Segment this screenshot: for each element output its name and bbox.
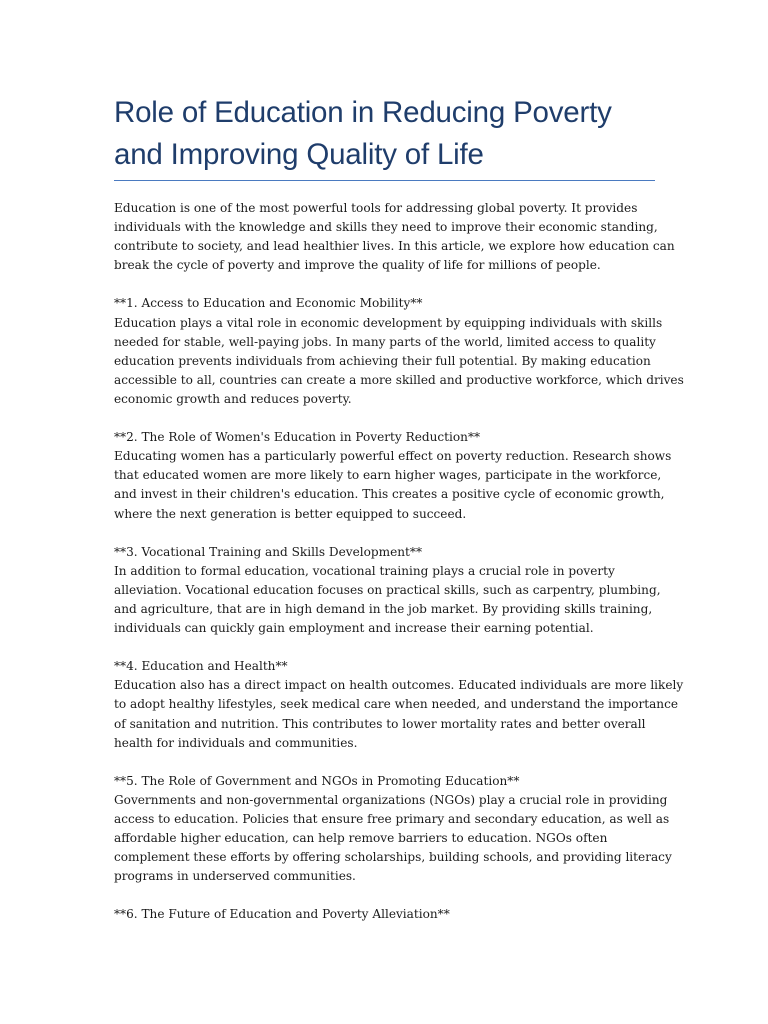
section-1 <box>114 294 684 409</box>
text-line: break the cycle of poverty and improve the quality of life for millions of people. <box>114 258 601 273</box>
section-3 <box>114 543 659 638</box>
text-line: alleviation. Vocational education focuses on practical skills, such as carpentry, plumbing, <box>114 582 661 597</box>
document-title <box>114 92 656 176</box>
section-heading: **6. The Future of Education and Poverty Alleviation** <box>114 907 450 922</box>
document-body <box>114 199 684 944</box>
text-line: to adopt healthy lifestyles, seek medical care when needed, and understand the importance <box>114 697 679 712</box>
section-2 <box>114 428 672 523</box>
text-line: complement these efforts by offering scholarships, building schools, and providing literacy <box>114 850 672 865</box>
text-line: Education also has a direct impact on health outcomes. Educated individuals are more likely <box>114 678 684 693</box>
section-5 <box>114 772 672 887</box>
section-heading: **3. Vocational Training and Skills Development** <box>114 544 422 559</box>
text-line: accessible to all, countries can create a more skilled and productive workforce, which drives <box>114 372 684 387</box>
text-line: programs in underserved communities. <box>114 869 356 884</box>
section-heading: **2. The Role of Women's Education in Poverty Reduction** <box>114 430 481 445</box>
text-line: where the next generation is better equipped to succeed. <box>114 506 467 521</box>
title-line: and Improving Quality of Life <box>114 138 484 171</box>
text-line: individuals with the knowledge and skills they need to improve their economic standing, <box>114 220 658 235</box>
section-heading: **5. The Role of Government and NGOs in Promoting Education** <box>114 773 520 788</box>
text-line: Education plays a vital role in economic development by equipping individuals with skills <box>114 315 663 330</box>
text-line: needed for stable, well-paying jobs. In many parts of the world, limited access to quality <box>114 334 656 349</box>
text-line: Governments and non-governmental organizations (NGOs) play a crucial role in providing <box>114 792 668 807</box>
text-line: education prevents individuals from achieving their full potential. By making education <box>114 353 651 368</box>
text-line: In addition to formal education, vocational training plays a crucial role in poverty <box>114 563 615 578</box>
text-line: Education is one of the most powerful tools for addressing global poverty. It provides <box>114 201 638 215</box>
title-divider <box>114 180 655 181</box>
title-line: Role of Education in Reducing Poverty <box>114 96 612 129</box>
section-6 <box>114 905 659 924</box>
text-line: and invest in their children's education. This creates a positive cycle of economic growth, <box>114 487 665 502</box>
text-line: economic growth and reduces poverty. <box>114 391 352 406</box>
text-line: Educating women has a particularly powerful effect on poverty reduction. Research shows <box>114 449 672 464</box>
section-heading: **4. Education and Health** <box>114 659 288 674</box>
text-line: that educated women are more likely to earn higher wages, participate in the workforce, <box>114 468 662 483</box>
text-line: contribute to society, and lead healthier lives. In this article, we explore how education can <box>114 239 675 254</box>
intro-paragraph <box>114 199 675 275</box>
section-heading: **1. Access to Education and Economic Mobility** <box>114 296 423 311</box>
text-line: individuals can quickly gain employment and increase their earning potential. <box>114 621 594 636</box>
text-line: of sanitation and nutrition. This contributes to lower mortality rates and better overall <box>114 716 646 731</box>
text-line: and agriculture, that are in high demand in the job market. By providing skills training, <box>114 601 653 616</box>
text-line: health for individuals and communities. <box>114 735 358 750</box>
section-4 <box>114 657 684 752</box>
text-line: affordable higher education, can help remove barriers to education. NGOs often <box>114 831 608 846</box>
text-line: access to education. Policies that ensure free primary and secondary education, as well as <box>114 812 670 826</box>
